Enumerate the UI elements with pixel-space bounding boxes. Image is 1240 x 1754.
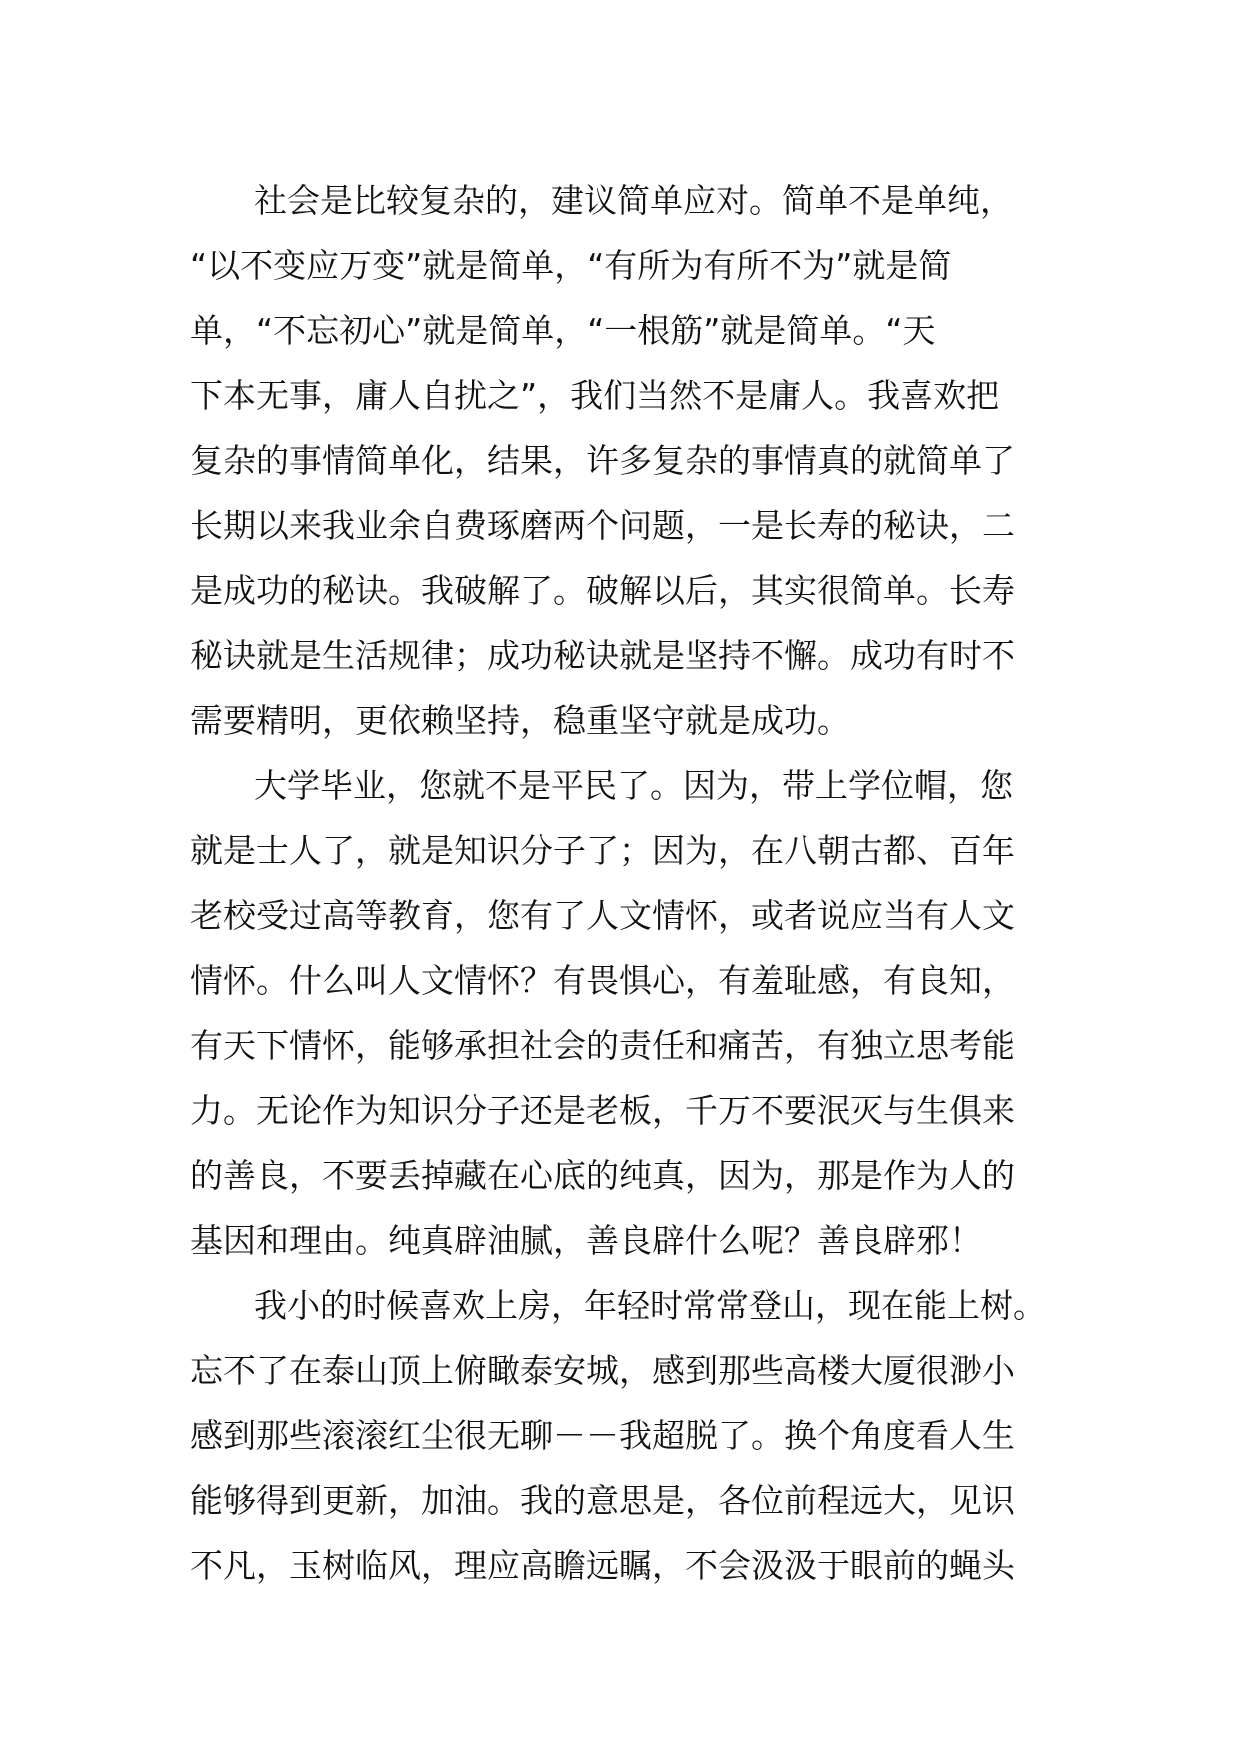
text-line: 是成功的秘诀。我破解了。破解以后，其实很简单。长寿	[190, 571, 1015, 610]
text-line: “以不变应万变”就是简单，“有所为有所不为”就是简	[190, 246, 952, 285]
text-line: 长期以来我业余自费琢磨两个问题，一是长寿的秘诀，二	[190, 506, 1015, 545]
text-line: 我小的时候喜欢上房，年轻时常常登山，现在能上树。	[254, 1286, 1046, 1325]
text-line: 就是士人了，就是知识分子了；因为，在八朝古都、百年	[190, 831, 1015, 870]
text-line: 感到那些滚滚红尘很无聊－－我超脱了。换个角度看人生	[190, 1416, 1015, 1455]
text-line: 有天下情怀，能够承担社会的责任和痛苦，有独立思考能	[190, 1026, 1015, 1065]
text-line: 基因和理由。纯真辟油腻，善良辟什么呢？善良辟邪！	[190, 1221, 982, 1260]
text-line: 单，“不忘初心”就是简单，“一根筋”就是简单。“天	[190, 311, 936, 350]
text-line: 秘诀就是生活规律；成功秘诀就是坚持不懈。成功有时不	[190, 636, 1015, 675]
text-line: 情怀。什么叫人文情怀？有畏惧心，有羞耻感，有良知，	[190, 961, 1015, 1000]
text-line: 复杂的事情简单化，结果，许多复杂的事情真的就简单了	[190, 441, 1015, 480]
text-line: 社会是比较复杂的，建议简单应对。简单不是单纯，	[254, 181, 1013, 220]
text-line: 需要精明，更依赖坚持，稳重坚守就是成功。	[190, 701, 850, 740]
body-text	[190, 168, 1080, 1598]
text-line: 下本无事，庸人自扰之”，我们当然不是庸人。我喜欢把	[190, 376, 1000, 415]
text-line: 大学毕业，您就不是平民了。因为，带上学位帽，您	[254, 766, 1013, 805]
text-line: 力。无论作为知识分子还是老板，千万不要泯灭与生俱来	[190, 1091, 1015, 1130]
text-line: 能够得到更新，加油。我的意思是，各位前程远大，见识	[190, 1481, 1015, 1520]
text-line: 老校受过高等教育，您有了人文情怀，或者说应当有人文	[190, 896, 1015, 935]
text-line: 不凡，玉树临风，理应高瞻远瞩，不会汲汲于眼前的蝇头	[190, 1546, 1015, 1585]
text-line: 忘不了在泰山顶上俯瞰泰安城，感到那些高楼大厦很渺小	[190, 1351, 1015, 1390]
text-line: 的善良，不要丢掉藏在心底的纯真，因为，那是作为人的	[190, 1156, 1015, 1195]
